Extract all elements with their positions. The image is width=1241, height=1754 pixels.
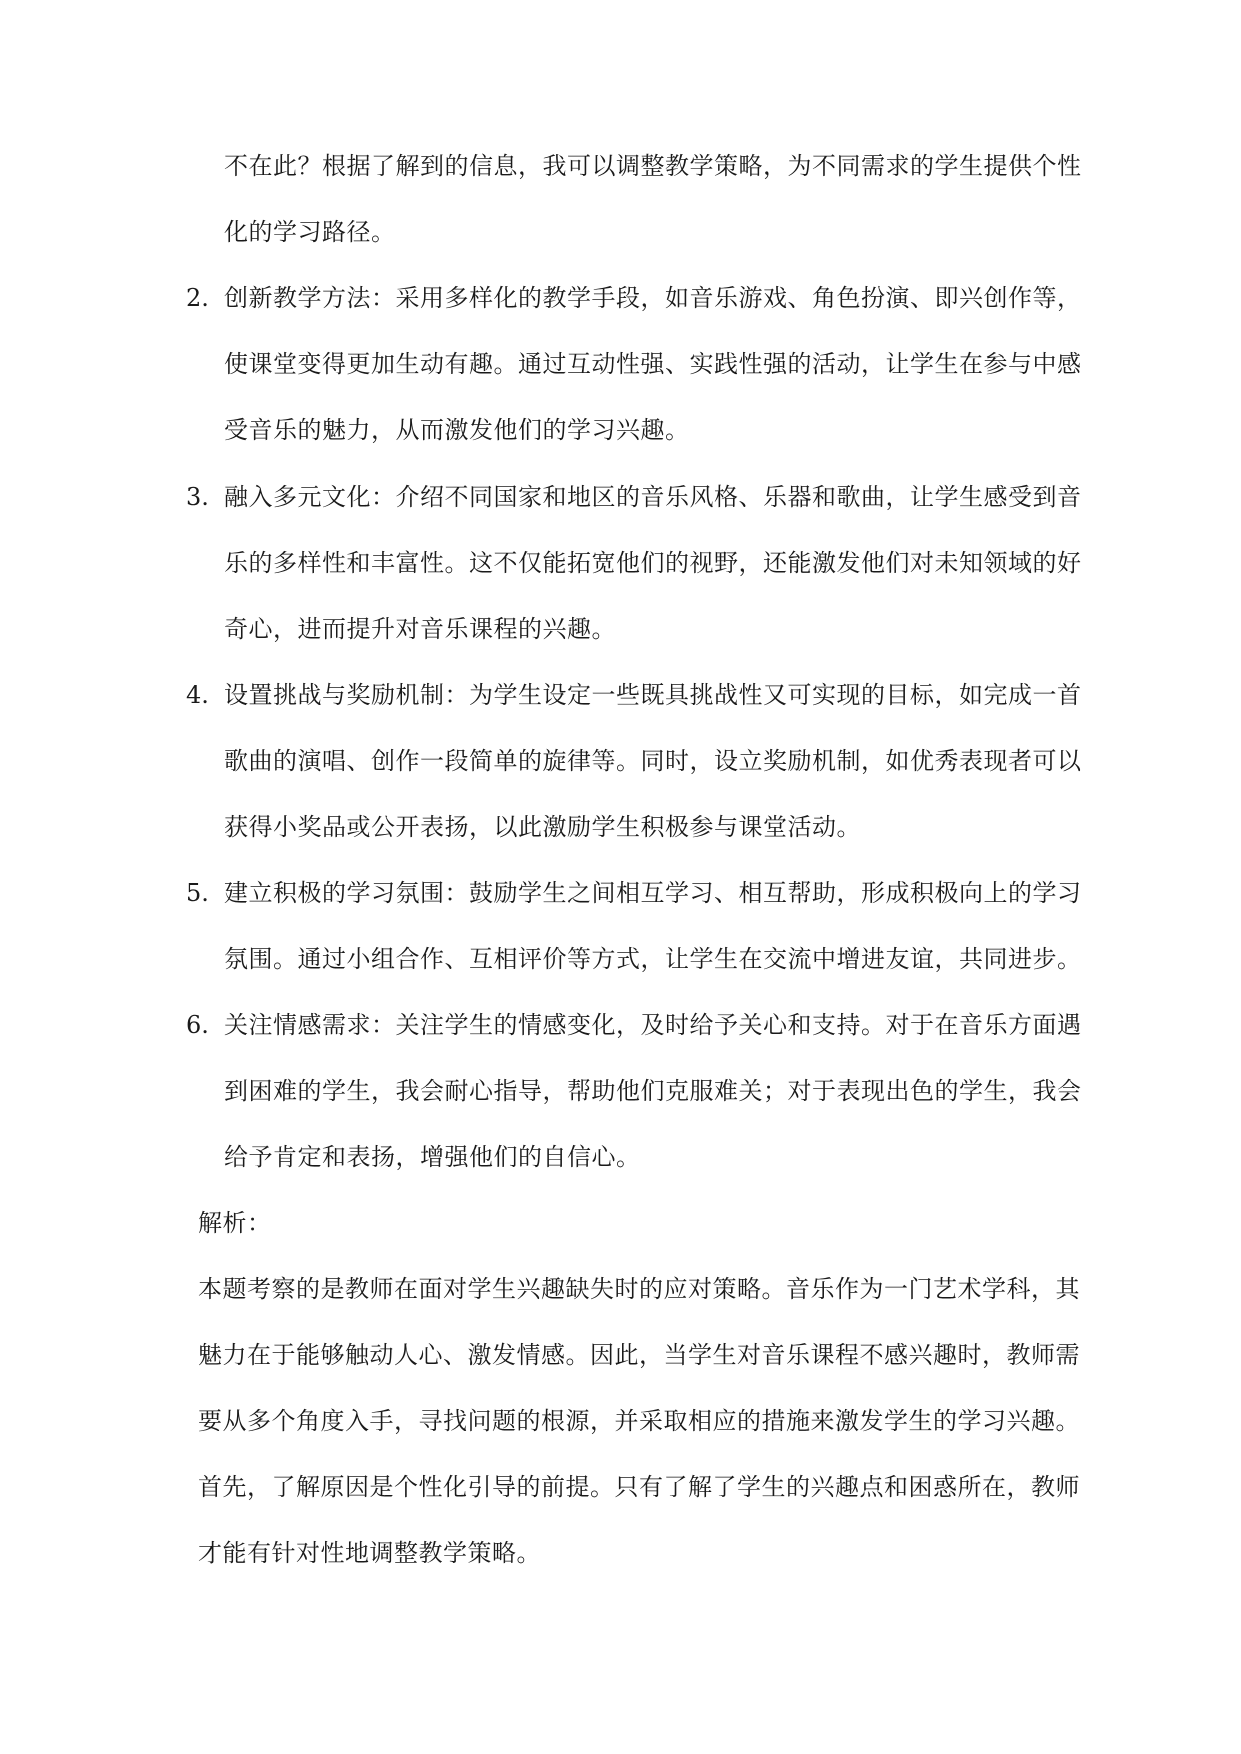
continuation-line: 不在此？根据了解到的信息，我可以调整教学策略，为不同需求的学生提供个性	[224, 152, 1082, 180]
list-item-line: 建立积极的学习氛围：鼓励学生之间相互学习、相互帮助，形成积极向上的学习	[224, 879, 1082, 907]
analysis-heading: 解析：	[198, 1209, 272, 1237]
list-item-line: 歌曲的演唱、创作一段简单的旋律等。同时，设立奖励机制，如优秀表现者可以	[224, 747, 1082, 775]
list-item-number: 6.	[186, 1011, 209, 1039]
list-item-line: 受音乐的魅力，从而激发他们的学习兴趣。	[224, 416, 690, 444]
list-item-line: 氛围。通过小组合作、互相评价等方式，让学生在交流中增进友谊，共同进步。	[224, 945, 1082, 973]
list-item-line: 给予肯定和表扬，增强他们的自信心。	[224, 1143, 641, 1171]
list-item-number: 4.	[186, 681, 209, 709]
list-item-line: 获得小奖品或公开表扬，以此激励学生积极参与课堂活动。	[224, 813, 861, 841]
analysis-line: 魅力在于能够触动人心、激发情感。因此，当学生对音乐课程不感兴趣时，教师需	[198, 1341, 1080, 1369]
analysis-line: 本题考察的是教师在面对学生兴趣缺失时的应对策略。音乐作为一门艺术学科，其	[198, 1275, 1080, 1303]
list-item-line: 关注情感需求：关注学生的情感变化，及时给予关心和支持。对于在音乐方面遇	[224, 1011, 1082, 1039]
list-item-line: 创新教学方法：采用多样化的教学手段，如音乐游戏、角色扮演、即兴创作等，	[224, 284, 1082, 312]
list-item-line: 到困难的学生，我会耐心指导，帮助他们克服难关；对于表现出色的学生，我会	[224, 1077, 1082, 1105]
list-item-line: 乐的多样性和丰富性。这不仅能拓宽他们的视野，还能激发他们对未知领域的好	[224, 549, 1082, 577]
list-item-line: 奇心，进而提升对音乐课程的兴趣。	[224, 615, 616, 643]
continuation-line: 化的学习路径。	[224, 218, 396, 246]
list-item-line: 使课堂变得更加生动有趣。通过互动性强、实践性强的活动，让学生在参与中感	[224, 350, 1082, 378]
list-item-line: 融入多元文化：介绍不同国家和地区的音乐风格、乐器和歌曲，让学生感受到音	[224, 483, 1082, 511]
list-item-number: 3.	[186, 483, 209, 511]
list-item-number: 5.	[186, 879, 209, 907]
analysis-line: 才能有针对性地调整教学策略。	[198, 1539, 541, 1567]
list-item-number: 2.	[186, 284, 209, 312]
analysis-line: 首先，了解原因是个性化引导的前提。只有了解了学生的兴趣点和困惑所在，教师	[198, 1473, 1080, 1501]
analysis-line: 要从多个角度入手，寻找问题的根源，并采取相应的措施来激发学生的学习兴趣。	[198, 1407, 1080, 1435]
list-item-line: 设置挑战与奖励机制：为学生设定一些既具挑战性又可实现的目标，如完成一首	[224, 681, 1082, 709]
